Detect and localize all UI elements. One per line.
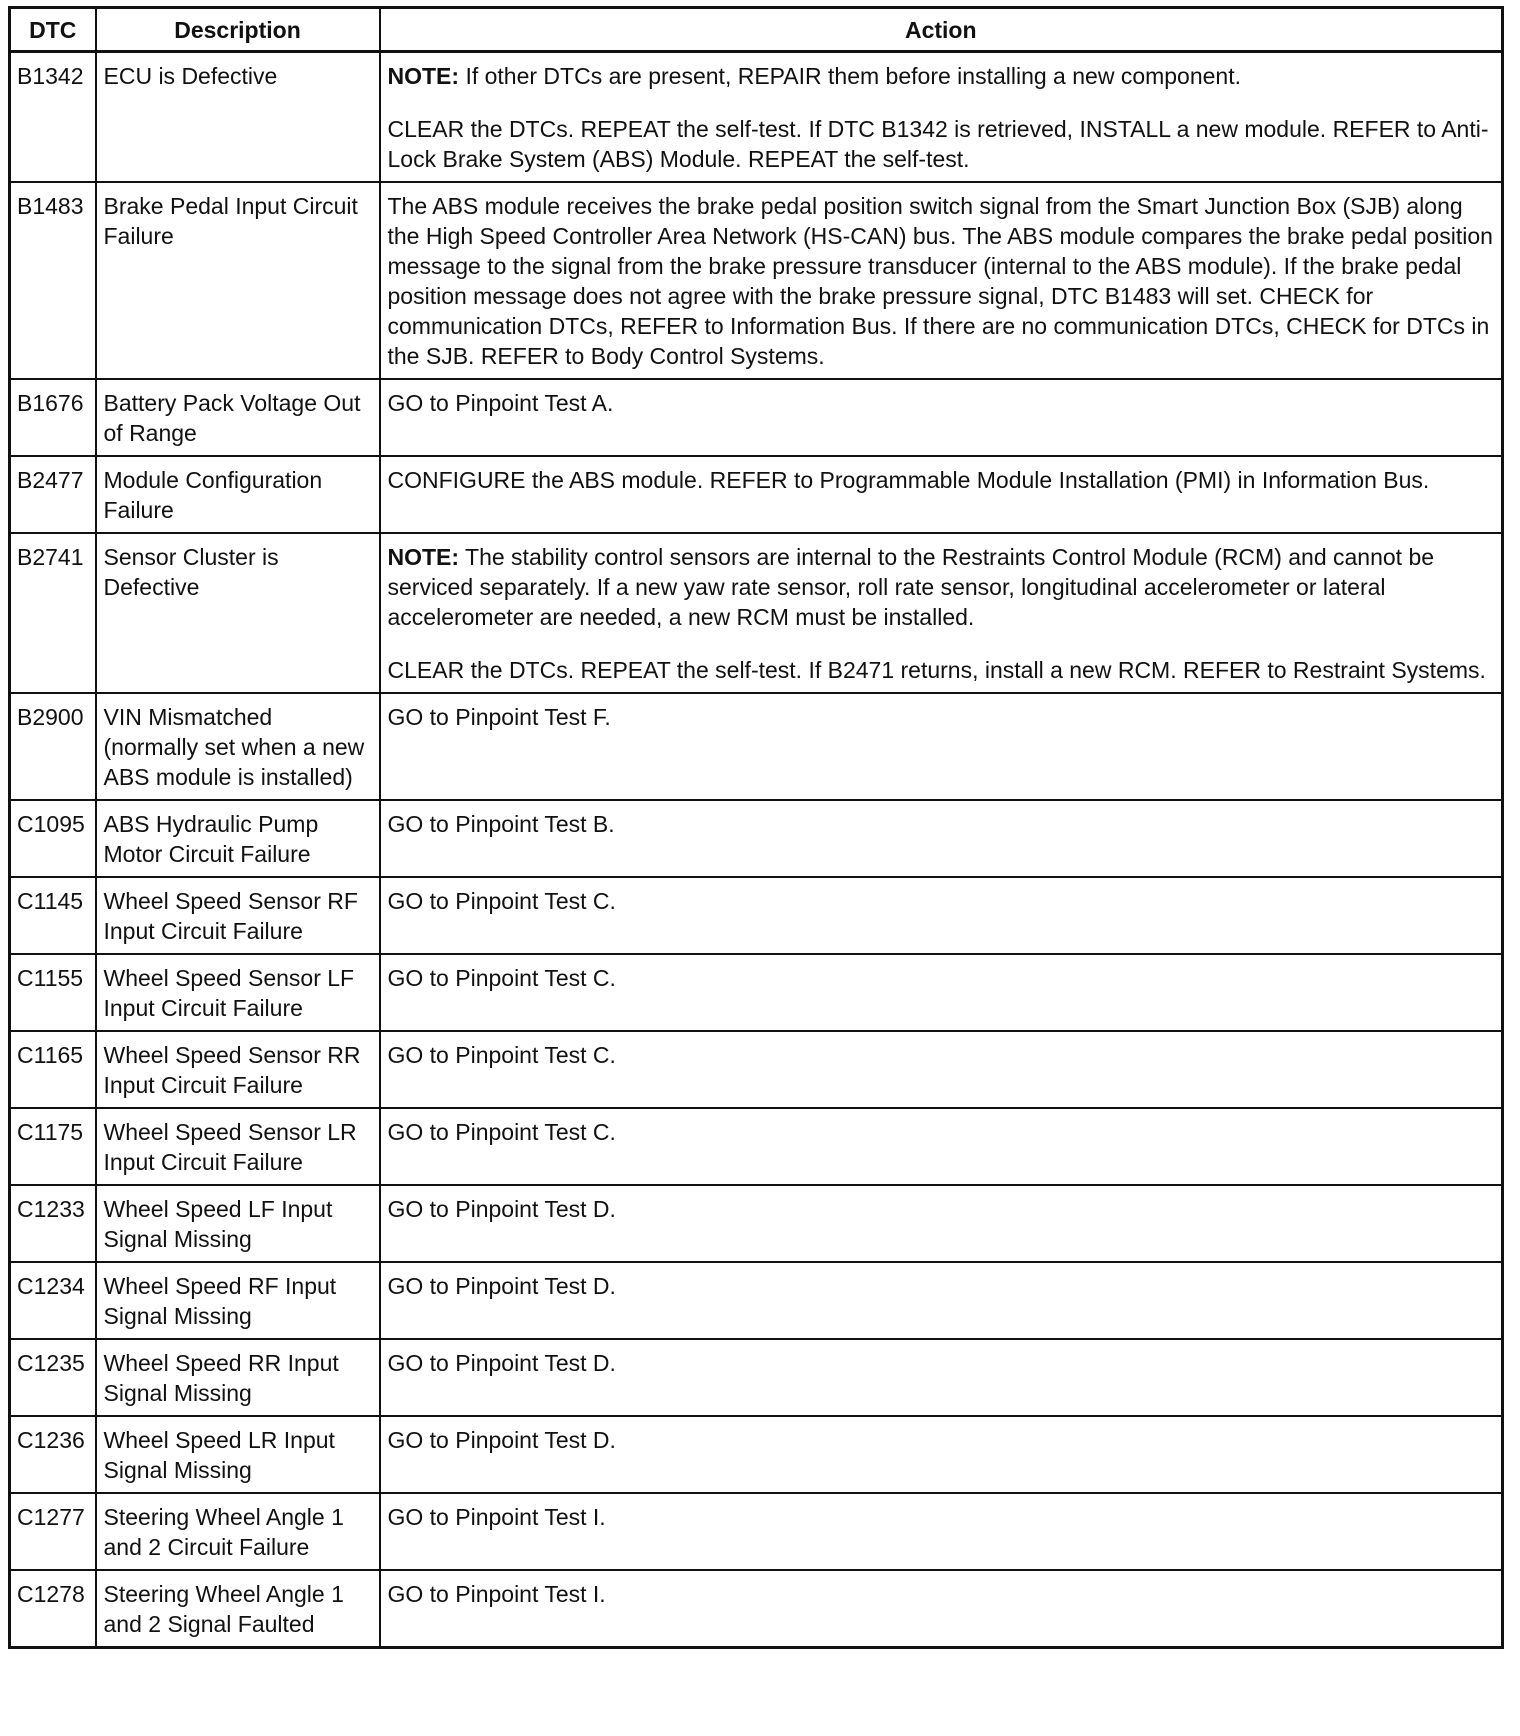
table-row: [10, 533, 1503, 693]
table-header: [10, 8, 1503, 52]
dtc-code: B1483: [10, 182, 96, 379]
table-body: [10, 52, 1503, 1648]
dtc-action: [380, 1031, 1503, 1108]
header-description: Description: [96, 8, 380, 52]
action-text: GO to Pinpoint Test C.: [387, 965, 616, 991]
action-text: CONFIGURE the ABS module. REFER to Programmable Module Installation (PMI) in Information Bus.: [387, 467, 1430, 493]
action-paragraph: [388, 1271, 1495, 1301]
dtc-code: C1236: [10, 1416, 96, 1493]
header-action: Action: [380, 8, 1503, 52]
dtc-action: [380, 954, 1503, 1031]
action-paragraph: [388, 886, 1495, 916]
action-paragraph: [388, 1502, 1495, 1532]
dtc-code: C1155: [10, 954, 96, 1031]
action-paragraph: [388, 655, 1495, 685]
dtc-description: Wheel Speed LF Input Signal Missing: [96, 1185, 380, 1262]
table-row: [10, 1493, 1503, 1570]
dtc-code: C1145: [10, 877, 96, 954]
dtc-description: Wheel Speed LR Input Signal Missing: [96, 1416, 380, 1493]
dtc-description: Wheel Speed Sensor RF Input Circuit Failure: [96, 877, 380, 954]
dtc-description: Wheel Speed RR Input Signal Missing: [96, 1339, 380, 1416]
table-row: [10, 1339, 1503, 1416]
dtc-description: Wheel Speed Sensor LF Input Circuit Failure: [96, 954, 380, 1031]
note-label: NOTE:: [387, 63, 460, 89]
note-label: NOTE:: [387, 544, 460, 570]
table-row: [10, 1185, 1503, 1262]
dtc-code: B2900: [10, 693, 96, 800]
dtc-action: [380, 456, 1503, 533]
action-paragraph: [388, 809, 1495, 839]
table-row: [10, 954, 1503, 1031]
action-paragraph: [388, 542, 1495, 632]
action-text: GO to Pinpoint Test D.: [387, 1196, 616, 1222]
action-text: GO to Pinpoint Test A.: [387, 390, 614, 416]
dtc-description: Battery Pack Voltage Out of Range: [96, 379, 380, 456]
action-paragraph: [388, 1579, 1495, 1609]
table-row: [10, 1031, 1503, 1108]
table-row: [10, 693, 1503, 800]
action-text: GO to Pinpoint Test I.: [387, 1504, 606, 1530]
dtc-code: C1277: [10, 1493, 96, 1570]
table-row: [10, 877, 1503, 954]
action-text: The ABS module receives the brake pedal position switch signal from the Smart Junction Box (SJB) along the High Speed Controller Area Network (HS-CAN) bus. The ABS module compares the brake pedal position message to the signal from the brake pressure transducer (internal to the ABS module). If the brake pedal position message does not agree with the brake pressure signal, DTC B1483 will set. CHECK for communication DTCs, REFER to Information Bus. If there are no communication DTCs, CHECK for DTCs in the SJB. REFER to Body Control Systems.: [387, 193, 1493, 369]
dtc-code: B2477: [10, 456, 96, 533]
header-row: [10, 8, 1503, 52]
dtc-description: ABS Hydraulic Pump Motor Circuit Failure: [96, 800, 380, 877]
action-text: GO to Pinpoint Test C.: [387, 1119, 616, 1145]
dtc-code: C1175: [10, 1108, 96, 1185]
dtc-action: [380, 1493, 1503, 1570]
dtc-table: [8, 6, 1504, 1649]
action-paragraph: [388, 1117, 1495, 1147]
table-row: [10, 1262, 1503, 1339]
dtc-action: [380, 1416, 1503, 1493]
dtc-description: Steering Wheel Angle 1 and 2 Circuit Failure: [96, 1493, 380, 1570]
action-paragraph: [388, 1348, 1495, 1378]
action-paragraph: [388, 191, 1495, 371]
action-paragraph: [388, 1194, 1495, 1224]
table-row: [10, 182, 1503, 379]
action-paragraph: [388, 465, 1495, 495]
action-text: GO to Pinpoint Test D.: [387, 1273, 616, 1299]
table-row: [10, 1570, 1503, 1648]
action-paragraph: [388, 388, 1495, 418]
dtc-description: Module Configuration Failure: [96, 456, 380, 533]
dtc-description: Brake Pedal Input Circuit Failure: [96, 182, 380, 379]
dtc-code: C1095: [10, 800, 96, 877]
dtc-action: [380, 533, 1503, 693]
action-text: The stability control sensors are internal to the Restraints Control Module (RCM) and cannot be serviced separately. If a new yaw rate sensor, roll rate sensor, longitudinal accelerometer or lateral accelerometer are needed, a new RCM must be installed.: [387, 544, 1435, 630]
table-row: [10, 379, 1503, 456]
dtc-code: B2741: [10, 533, 96, 693]
action-text: CLEAR the DTCs. REPEAT the self-test. If DTC B1342 is retrieved, INSTALL a new module. REFER to Anti-Lock Brake System (ABS) Module. REPEAT the self-test.: [387, 116, 1489, 172]
action-paragraph: [388, 61, 1495, 91]
action-text: GO to Pinpoint Test D.: [387, 1350, 616, 1376]
dtc-action: [380, 1185, 1503, 1262]
table-row: [10, 1416, 1503, 1493]
action-text: GO to Pinpoint Test C.: [387, 888, 616, 914]
dtc-action: [380, 1339, 1503, 1416]
action-text: GO to Pinpoint Test D.: [387, 1427, 616, 1453]
dtc-action: [380, 1570, 1503, 1648]
dtc-description: Wheel Speed RF Input Signal Missing: [96, 1262, 380, 1339]
action-text: If other DTCs are present, REPAIR them before installing a new component.: [459, 63, 1242, 89]
dtc-code: C1233: [10, 1185, 96, 1262]
table-row: [10, 52, 1503, 183]
dtc-action: [380, 800, 1503, 877]
dtc-action: [380, 52, 1503, 183]
dtc-description: Sensor Cluster is Defective: [96, 533, 380, 693]
action-paragraph: [388, 963, 1495, 993]
action-text: CLEAR the DTCs. REPEAT the self-test. If B2471 returns, install a new RCM. REFER to Restraint Systems.: [387, 657, 1486, 683]
dtc-description: Wheel Speed Sensor RR Input Circuit Failure: [96, 1031, 380, 1108]
dtc-action: [380, 693, 1503, 800]
dtc-description: VIN Mismatched (normally set when a new ABS module is installed): [96, 693, 380, 800]
header-dtc: DTC: [10, 8, 96, 52]
dtc-action: [380, 182, 1503, 379]
dtc-description: Steering Wheel Angle 1 and 2 Signal Faulted: [96, 1570, 380, 1648]
dtc-code: C1234: [10, 1262, 96, 1339]
dtc-action: [380, 379, 1503, 456]
dtc-code: C1235: [10, 1339, 96, 1416]
action-paragraph: [388, 114, 1495, 174]
action-paragraph: [388, 1425, 1495, 1455]
dtc-code: B1676: [10, 379, 96, 456]
dtc-action: [380, 1108, 1503, 1185]
dtc-code: C1278: [10, 1570, 96, 1648]
action-paragraph: [388, 702, 1495, 732]
dtc-action: [380, 877, 1503, 954]
action-text: GO to Pinpoint Test I.: [387, 1581, 606, 1607]
dtc-code: B1342: [10, 52, 96, 183]
dtc-code: C1165: [10, 1031, 96, 1108]
action-text: GO to Pinpoint Test C.: [387, 1042, 616, 1068]
dtc-description: Wheel Speed Sensor LR Input Circuit Failure: [96, 1108, 380, 1185]
dtc-action: [380, 1262, 1503, 1339]
dtc-description: ECU is Defective: [96, 52, 380, 183]
action-text: GO to Pinpoint Test F.: [387, 704, 611, 730]
action-text: GO to Pinpoint Test B.: [387, 811, 615, 837]
table-row: [10, 456, 1503, 533]
table-row: [10, 1108, 1503, 1185]
action-paragraph: [388, 1040, 1495, 1070]
table-row: [10, 800, 1503, 877]
